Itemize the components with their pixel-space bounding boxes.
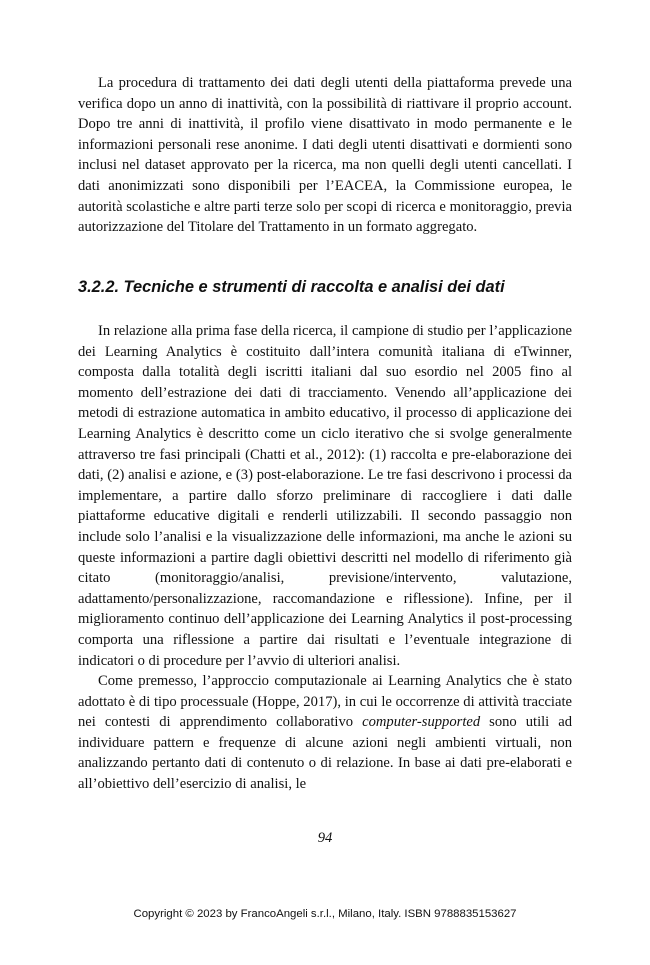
paragraph-computational-approach bbox=[78, 671, 572, 795]
page-number: 94 bbox=[317, 830, 333, 846]
section-text-block bbox=[78, 321, 572, 795]
copyright-notice: Copyright © 2023 by FrancoAngeli s.r.l., Milano, Italy. ISBN 9788835153627 bbox=[133, 908, 517, 920]
paragraph-data-processing: La procedura di trattamento dei dati degli utenti della piattaforma prevede una verifica dopo un anno di inattività, con la possibilità di riattivare il proprio account. Dopo tre anni di inattività, il profilo viene disattivato in modo permanente e le informazioni personali rese anonime. I dati degli utenti disattivati e dormienti sono inclusi nel dataset approvato per la ricerca, ma non quelli degli utenti cancellati. I dati anonimizzati sono disponibili per l’EACEA, la Commissione europea, le autorità scolastiche e altre parti terze solo per scopi di ricerca e monitoraggio, previa autorizzazione del Titolare del Trattamento in un formato aggregato. bbox=[78, 75, 572, 236]
paragraph-3-italic-term: computer-supported bbox=[362, 714, 481, 731]
paragraph-3-text-end: sono utili ad individuare pattern e frequenze di alcune azioni negli ambienti virtuali, non analizzando pertanto dati di contenuto o di relazione. In base ai dati pre-elaborati e all’obiettivo dell’esercizio di analisi, le bbox=[78, 714, 573, 793]
section-heading: 3.2.2. Tecniche e strumenti di raccolta e analisi dei dati bbox=[78, 278, 505, 296]
paragraph-3-text-start: Come premesso, l’approccio computazionale ai Learning Analytics che è stato adottato è di tipo processuale (Hoppe, 2017), in cui le occorrenze di attività tracciate nei contesti di apprendimento collaborativo bbox=[78, 673, 572, 731]
intro-text-block bbox=[78, 73, 572, 238]
paragraph-learning-analytics: In relazione alla prima fase della ricerca, il campione di studio per l’applicazione dei Learning Analytics è costituito dall’intera comunità italiana di eTwinner, composta dalla totalità degli iscritti italiani dal suo esordio nel 2005 fino al momento dell’estrazione dei dati di tracciamento. Venendo all’applicazione dei metodi di estrazione automatica in ambito educativo, il processo di applicazione dei Learning Analytics è descritto come un ciclo iterativo che si svolge generalmente attraverso tre fasi principali (Chatti et al., 2012): (1) raccolta e pre-elaborazione dei dati, (2) analisi e azione, e (3) post-elaborazione. Le tre fasi descrivono i processi da implementare, a partire dallo sforzo preliminare di raccogliere i dati dalle piattaforme educative digitali e renderli utilizzabili. Il secondo passaggio non include solo l’analisi e la visualizzazione delle informazioni, ma anche le azioni su queste informazioni a partire dagli obiettivi descritti nel modello di riferimento già citato (monitoraggio/analisi, previsione/intervento, valutazione, adattamento/personalizzazione, raccomandazione e riflessione). Infine, per il miglioramento continuo dell’applicazione dei Learning Analytics il post-processing comporta una riflessione a partire dai risultati e l’eventuale integrazione di indicatori o di procedure per l’avvio di ulteriori analisi. bbox=[78, 323, 572, 669]
